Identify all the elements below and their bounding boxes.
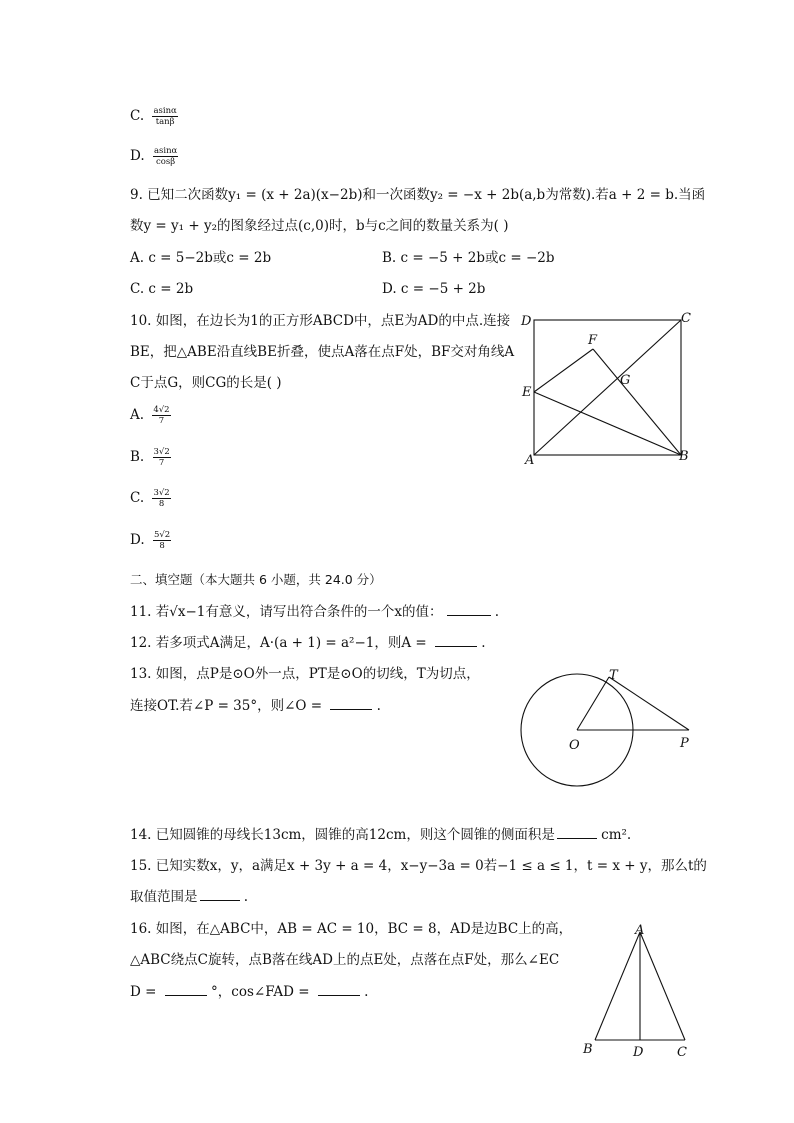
q16-label-c: C bbox=[677, 1045, 687, 1060]
q10-segment-ef bbox=[534, 349, 593, 392]
q16-stem-line3: D = °，cos∠FAD = . bbox=[130, 984, 369, 1000]
q10-square-figure bbox=[515, 310, 705, 470]
q14: 14. 已知圆锥的母线长13cm，圆锥的高12cm，则这个圆锥的侧面积是 cm². bbox=[130, 827, 632, 843]
q10-option-d: D. $\frac{5√2}{8}$ bbox=[130, 530, 171, 551]
q16-label-b: B bbox=[583, 1042, 593, 1057]
q9-option-b: B. c = −5 + 2b或c = −2b bbox=[382, 250, 555, 266]
q10-label-a: A bbox=[525, 453, 535, 468]
q10-label-d: D bbox=[521, 314, 532, 329]
q9-option-c: C. c = 2b bbox=[130, 281, 194, 297]
q16-side-ab bbox=[595, 932, 640, 1040]
q10-label-c: C bbox=[681, 311, 691, 326]
q15-stem-line1: 15. 已知实数x，y，a满足x + 3y + a = 4，x−y−3a = 0若−1 ≤ a ≤ 1，t = x + y，那么t的 bbox=[130, 858, 707, 874]
q10-label-f: F bbox=[588, 333, 598, 348]
q13-circle-figure bbox=[515, 662, 705, 792]
q16-blank-cos[interactable] bbox=[318, 983, 360, 996]
q10-segment-bf bbox=[593, 349, 681, 455]
q10-segment-be bbox=[534, 392, 681, 455]
q12-blank[interactable] bbox=[435, 634, 477, 647]
q11-blank[interactable] bbox=[447, 603, 491, 616]
q10-option-b: B. $\frac{3√2}{7}$ bbox=[130, 447, 170, 468]
q8-option-c: C. $\frac{asin\alpha}{\tan\beta}$ bbox=[130, 106, 177, 127]
q10-stem-line2: BE，把△ABE沿直线BE折叠，使点A落在点F处，BF交对角线A bbox=[130, 344, 515, 360]
q10-option-a: A. $\frac{4√2}{7}$ bbox=[130, 405, 170, 426]
q8-option-d: D. $\frac{asin\alpha}{\cos\beta}$ bbox=[130, 146, 178, 167]
q16-stem-line1: 16. 如图，在△ABC中，AB = AC = 10，BC = 8，AD是边BC上的高， bbox=[130, 921, 573, 937]
q16-triangle-figure bbox=[575, 920, 705, 1065]
q15-blank[interactable] bbox=[200, 888, 240, 901]
q16-side-ac bbox=[640, 932, 685, 1040]
q13-label-o: O bbox=[569, 738, 580, 753]
q13-blank[interactable] bbox=[330, 697, 372, 710]
q13-label-t: T bbox=[609, 668, 618, 683]
q10-label-g: G bbox=[620, 373, 631, 388]
q13-label-p: P bbox=[680, 736, 689, 751]
q12: 12. 若多项式A满足，A·(a + 1) = a²−1，则A = . bbox=[130, 635, 486, 651]
q16-blank-angle[interactable] bbox=[165, 983, 207, 996]
q16-stem-line2: △ABC绕点C旋转，点B落在线AD上的点E处，点落在点F处，那么∠EC bbox=[130, 952, 560, 968]
q13-stem-line1: 13. 如图，点P是⊙O外一点，PT是⊙O的切线，T为切点， bbox=[130, 666, 480, 682]
q11: 11. 若√x−1有意义，请写出符合条件的一个x的值： . bbox=[130, 604, 500, 620]
q9-stem-line1: 9. 已知二次函数y₁ = (x + 2a)(x−2b)和一次函数y₂ = −x + 2b(a,b为常数).若a + 2 = b.当函 bbox=[130, 187, 706, 203]
q9-option-d: D. c = −5 + 2b bbox=[382, 281, 486, 297]
q10-diagonal-ac bbox=[534, 320, 681, 455]
q9-stem-line2: 数y = y₁ + y₂的图象经过点(c,0)时，b与c之间的数量关系为( ) bbox=[130, 218, 509, 234]
q10-option-c: C. $\frac{3√2}{8}$ bbox=[130, 488, 170, 509]
q10-stem-line1: 10. 如图，在边长为1的正方形ABCD中，点E为AD的中点.连接 bbox=[130, 313, 511, 329]
q8-option-c-fraction: $\frac{asin\alpha}{\tan\beta}$ bbox=[153, 106, 177, 127]
q13-tangent-pt bbox=[609, 677, 689, 730]
q13-segment-ot bbox=[577, 677, 609, 730]
q10-label-b: B bbox=[679, 449, 689, 464]
q13-stem-line2: 连接OT.若∠P = 35°，则∠O = . bbox=[130, 698, 381, 714]
q14-blank[interactable] bbox=[557, 826, 597, 839]
q16-label-a: A bbox=[635, 923, 645, 938]
q15-stem-line2: 取值范围是 . bbox=[130, 889, 249, 905]
q10-label-e: E bbox=[522, 385, 532, 400]
q10-stem-line3: C于点G，则CG的长是( ) bbox=[130, 375, 282, 391]
q16-label-d: D bbox=[633, 1045, 644, 1060]
q8-option-d-fraction: $\frac{asin\alpha}{\cos\beta}$ bbox=[153, 146, 178, 167]
section2-heading: 二、填空题（本大题共 6 小题，共 24.0 分） bbox=[130, 572, 382, 587]
q9-option-a: A. c = 5−2b或c = 2b bbox=[130, 250, 272, 266]
